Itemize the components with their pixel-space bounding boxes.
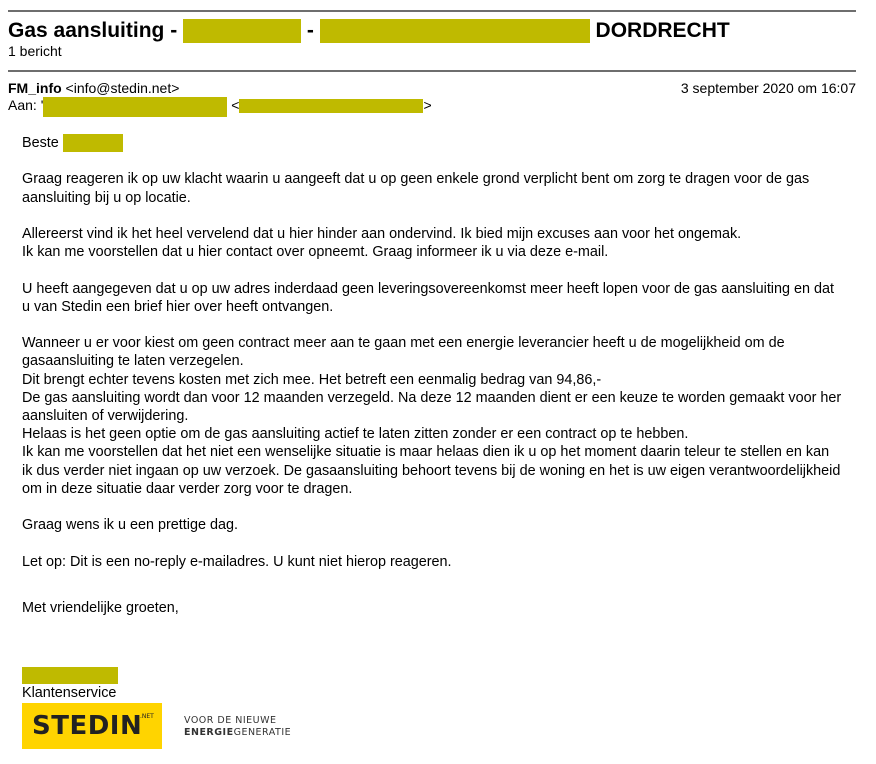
paragraph-contract: U heeft aangegeven dat u op uw adres inderdaad geen leveringsovereenkomst meer heeft lopen voor de gas aansluiting en dat u van Stedin een brief hier over heeft ontvangen.	[22, 280, 835, 315]
sender-line	[8, 80, 179, 96]
email-body	[22, 134, 842, 635]
paragraph-wishes: Graag wens ik u een prettige dag.	[22, 517, 238, 534]
message-count: 1 bericht	[8, 43, 62, 59]
recipient-line	[8, 97, 432, 117]
recipient-address-close: >	[423, 97, 432, 113]
redacted-recipient-name	[43, 97, 227, 117]
redacted-greeting-name	[63, 134, 123, 152]
sent-date: 3 september 2020 om 16:07	[680, 80, 856, 96]
sender-address[interactable]: <info@stedin.net>	[65, 80, 180, 96]
recipient-address-open: <	[231, 97, 240, 113]
logo-superscript: .NET	[140, 713, 154, 720]
tagline-rest: GENERATIE	[233, 727, 292, 738]
redacted-subject-part-1	[183, 19, 301, 43]
closing-line: Met vriendelijke groeten,	[22, 599, 179, 616]
top-divider	[8, 10, 856, 12]
subject-suffix: DORDRECHT	[589, 19, 730, 42]
email-subject	[8, 19, 730, 43]
sender-name: FM_info	[8, 80, 62, 96]
paragraph-options-line-2: Dit brengt echter tevens kosten met zich mee. Het betreft een eenmalig bedrag van 94,86,-	[22, 371, 602, 388]
greeting: Beste	[22, 135, 63, 151]
redacted-subject-part-2	[320, 19, 590, 43]
paragraph-apology-line-2: Ik kan me voorstellen dat u hier contact over opneemt. Graag informeer ik u via deze e-mail.	[22, 244, 609, 261]
subject-separator: -	[301, 19, 320, 42]
greeting-paragraph	[22, 134, 842, 152]
department-name: Klantenservice	[22, 685, 117, 701]
paragraph-options-line-4: Helaas is het geen optie om de gas aansluiting actief te laten zitten zonder er een contract op te hebben.	[22, 426, 689, 443]
paragraph-apology-line-1: Allereerst vind ik het heel vervelend dat u hier hinder aan ondervind. Ik bied mijn excuses aan voor het ongemak.	[22, 225, 742, 242]
redacted-signature-name	[22, 667, 118, 684]
tagline-bold-part: ENERGIE	[184, 727, 234, 738]
paragraph-no-reply-notice: Let op: Dit is een no-reply e-mailadres. U kunt niet hierop reageren.	[22, 553, 452, 570]
paragraph-options-line-5: Ik kan me voorstellen dat het niet een wenselijke situatie is maar helaas dien ik u op het moment daarin teleur te stellen en kan ik dus verder niet ingaan op uw verzoek. De gasaansluiting behoort tevens bij de woning en het is uw eigen verantwoordelijkheid om in deze situatie daar verder zorg voor te dragen.	[22, 444, 841, 497]
recipient-label: Aan: '	[8, 97, 44, 113]
logo-tagline	[184, 715, 291, 739]
header-divider	[8, 70, 856, 72]
paragraph-options-line-3: De gas aansluiting wordt dan voor 12 maanden verzegeld. Na deze 12 maanden dient er een keuze te worden gemaakt voor her aansluiten of verwijdering.	[22, 389, 842, 424]
subject-prefix: Gas aansluiting -	[8, 19, 184, 42]
tagline-line-1: VOOR DE NIEUWE	[184, 715, 277, 726]
redacted-recipient-address	[239, 99, 423, 113]
paragraph-options-line-1: Wanneer u er voor kiest om geen contract meer aan te gaan met een energie leverancier heeft u de mogelijkheid om de gasaansluiting te laten verzegelen.	[22, 335, 785, 370]
paragraph-complaint: Graag reageren ik op uw klacht waarin u aangeeft dat u op geen enkele grond verplicht bent om zorg te dragen voor de gas aansluiting bij u op locatie.	[22, 171, 810, 206]
tagline-line-2	[184, 727, 291, 739]
stedin-logo	[22, 703, 162, 749]
logo-wordmark: STEDIN	[32, 711, 143, 741]
